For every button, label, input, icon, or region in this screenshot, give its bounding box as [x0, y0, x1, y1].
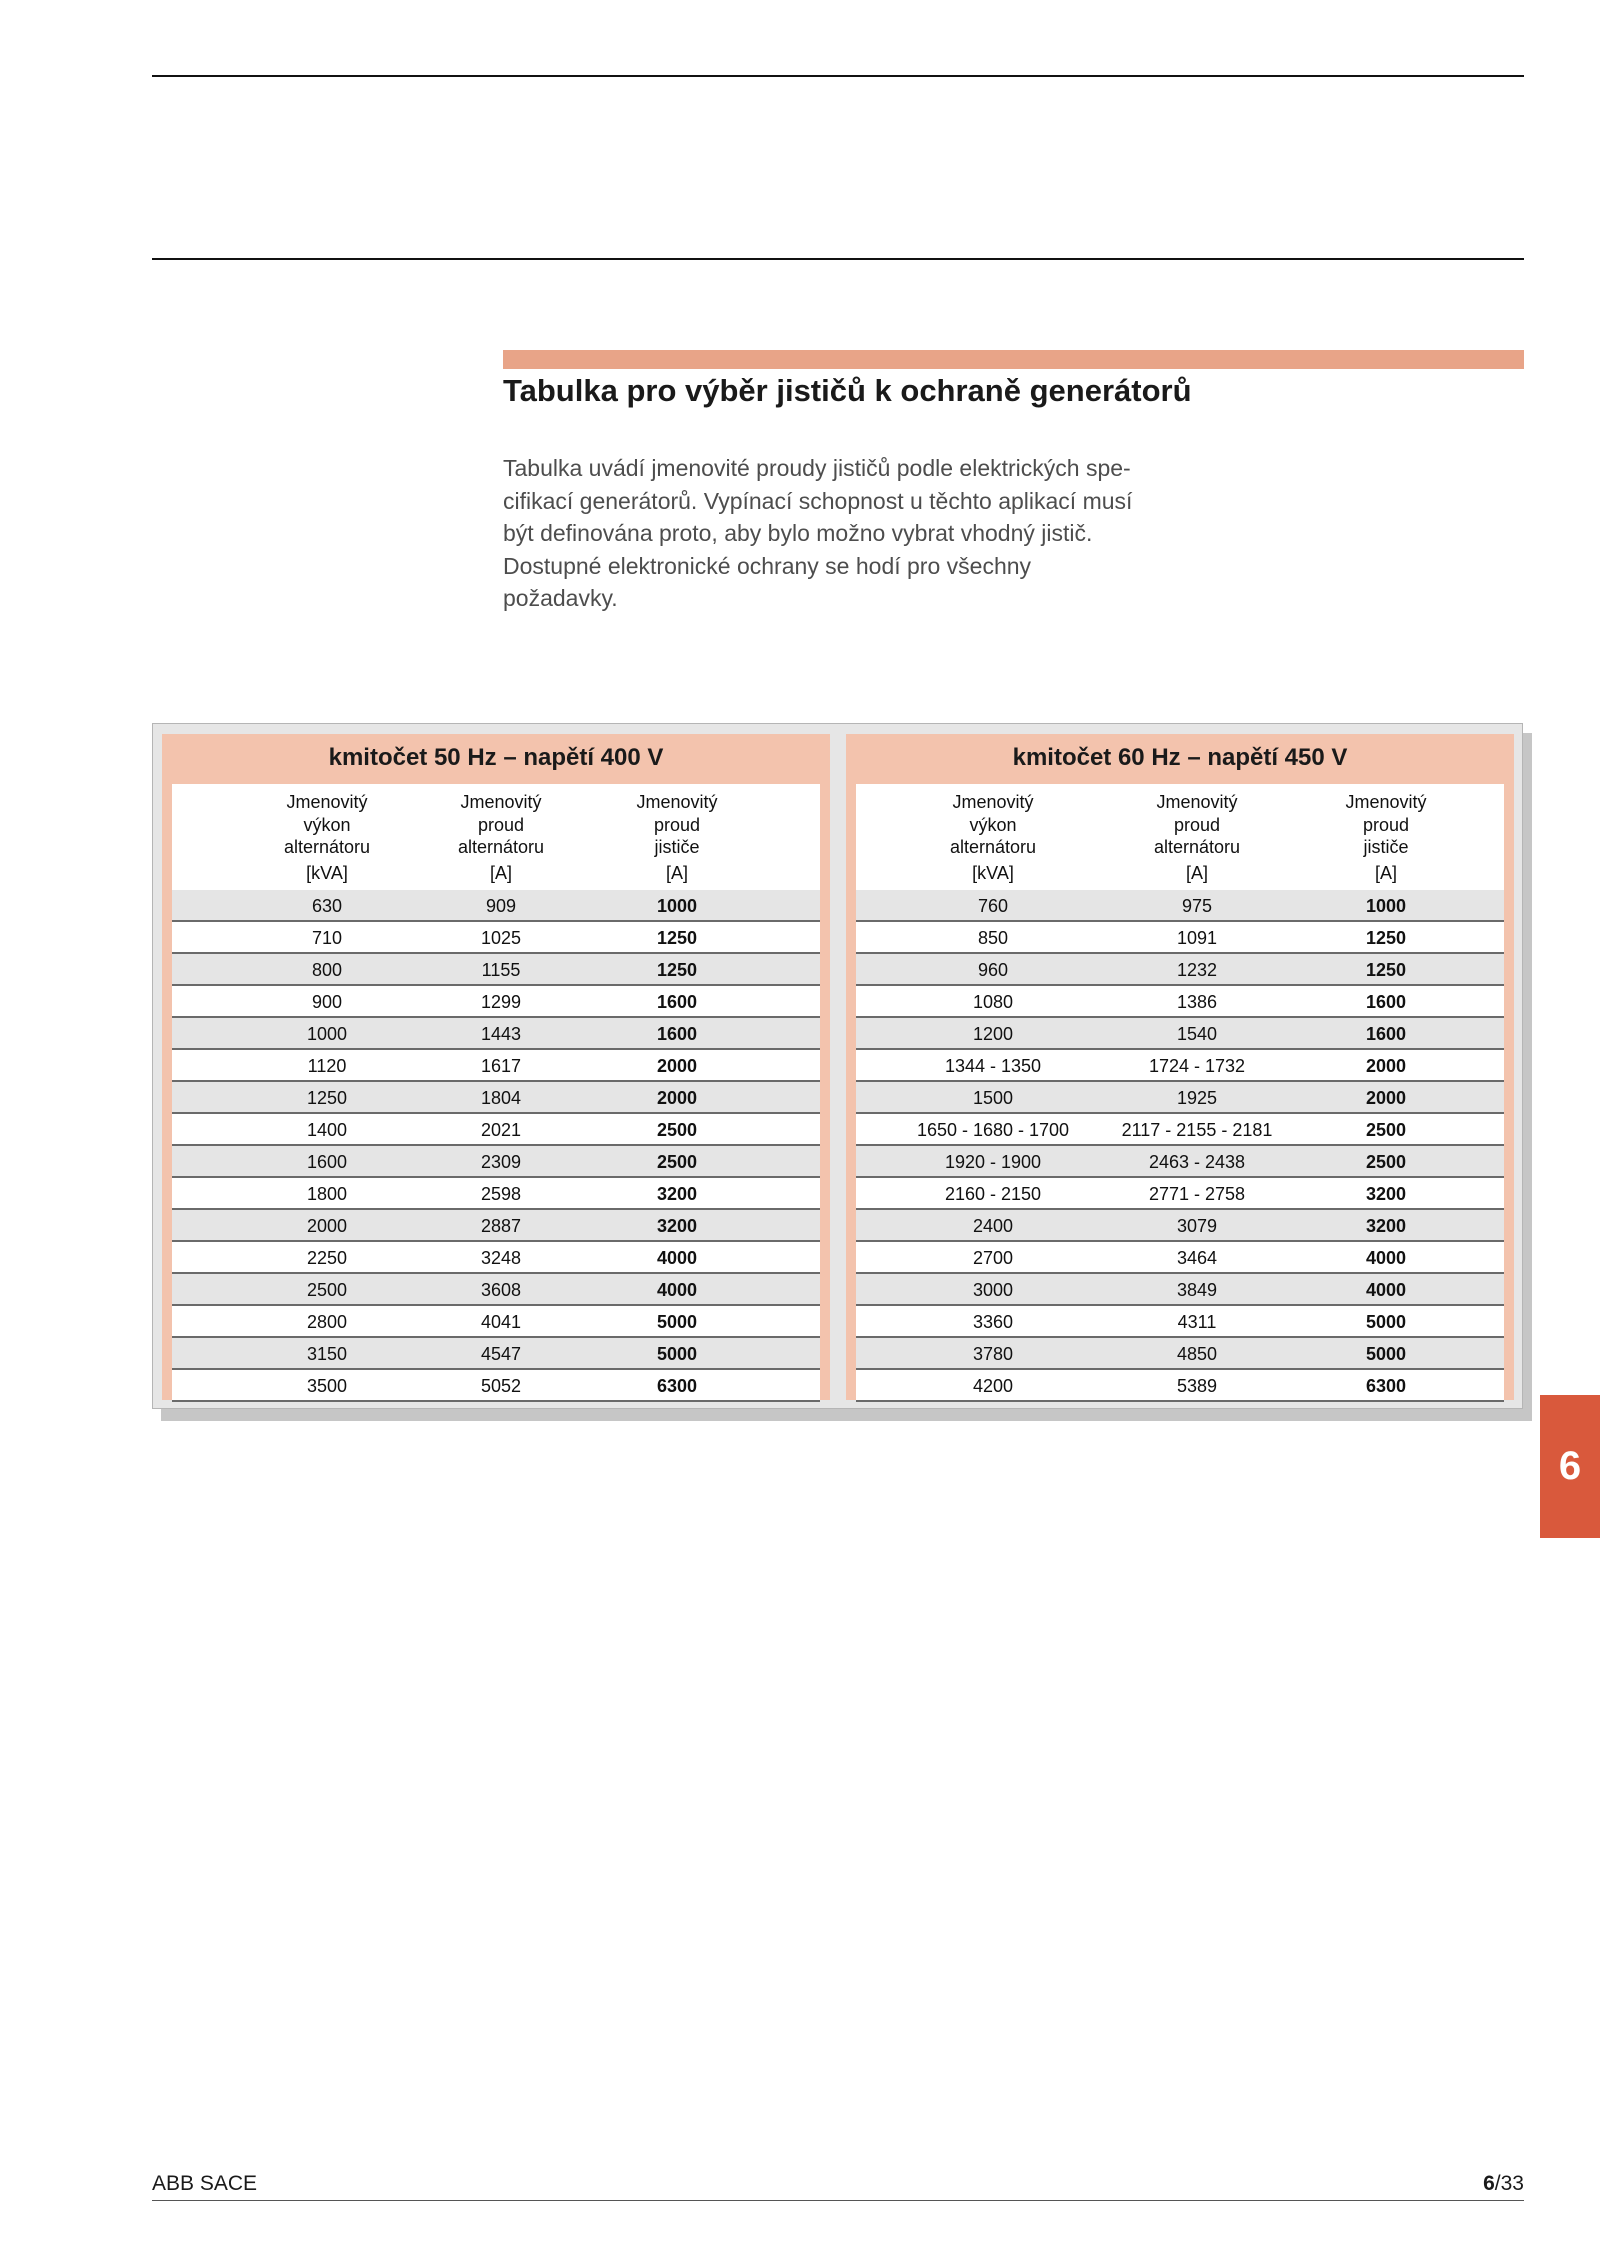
column-header [1112, 791, 1282, 884]
cell-power: 3000 [972, 1280, 1014, 1300]
table-row [172, 1178, 820, 1210]
cell-breaker-current: 2000 [656, 1056, 698, 1076]
cell-breaker-current: 6300 [1365, 1376, 1407, 1396]
cell-power: 1200 [972, 1024, 1014, 1044]
cell-power: 1800 [306, 1184, 348, 1204]
table-header-60hz [856, 784, 1504, 890]
cell-alternator-current: 3248 [480, 1248, 522, 1268]
cell-power: 800 [311, 960, 343, 980]
intro-paragraph [503, 452, 1203, 615]
cell-power: 2250 [306, 1248, 348, 1268]
footer-chapter: 6 [1483, 2172, 1495, 2195]
cell-breaker-current: 2000 [656, 1088, 698, 1108]
table-row [172, 1210, 820, 1242]
column-unit: [A] [1374, 862, 1397, 883]
cell-breaker-current: 4000 [1365, 1248, 1407, 1268]
table-row [856, 986, 1504, 1018]
cell-breaker-current: 5000 [1365, 1312, 1407, 1332]
cell-breaker-current: 1000 [1365, 896, 1407, 916]
cell-power: 3780 [972, 1344, 1014, 1364]
cell-alternator-current: 3849 [1176, 1280, 1218, 1300]
cell-power: 1600 [306, 1152, 348, 1172]
cell-breaker-current: 4000 [656, 1280, 698, 1300]
table-row [172, 1018, 820, 1050]
table-row [172, 890, 820, 922]
table-row [172, 1082, 820, 1114]
cell-alternator-current: 1025 [480, 928, 522, 948]
cell-alternator-current: 2887 [480, 1216, 522, 1236]
cell-alternator-current: 2309 [480, 1152, 522, 1172]
cell-breaker-current: 1600 [1365, 1024, 1407, 1044]
table-row [856, 954, 1504, 986]
chapter-tab: 6 [1540, 1395, 1600, 1538]
table-row [856, 1338, 1504, 1370]
table-row [172, 1242, 820, 1274]
cell-breaker-current: 4000 [656, 1248, 698, 1268]
cell-breaker-current: 3200 [656, 1216, 698, 1236]
cell-breaker-current: 1600 [656, 992, 698, 1012]
cell-breaker-current: 3200 [1365, 1184, 1407, 1204]
table-row [856, 1178, 1504, 1210]
cell-power: 4200 [972, 1376, 1014, 1396]
cell-breaker-current: 1600 [656, 1024, 698, 1044]
cell-alternator-current: 4041 [480, 1312, 522, 1332]
cell-power: 1500 [972, 1088, 1014, 1108]
column-header-label: proud [653, 814, 701, 835]
cell-alternator-current: 1804 [480, 1088, 522, 1108]
table-row [172, 954, 820, 986]
column-unit: [A] [665, 862, 688, 883]
column-header-label: proud [477, 814, 525, 835]
cell-power: 3500 [306, 1376, 348, 1396]
cell-power: 3360 [972, 1312, 1014, 1332]
column-header-label: Jmenovitý [460, 792, 542, 812]
cell-power: 2700 [972, 1248, 1014, 1268]
cell-breaker-current: 1250 [1365, 960, 1407, 980]
column-header-label: jističe [654, 837, 700, 857]
cell-breaker-current: 5000 [656, 1344, 698, 1364]
cell-power: 850 [977, 928, 1009, 948]
cell-alternator-current: 3079 [1176, 1216, 1218, 1236]
cell-alternator-current: 1155 [481, 960, 521, 980]
cell-power: 2400 [972, 1216, 1014, 1236]
section-accent-bar [503, 350, 1524, 369]
table-row [856, 1082, 1504, 1114]
cell-power: 1400 [306, 1120, 348, 1140]
column-header-label: Jmenovitý [636, 792, 718, 812]
column-header-label: Jmenovitý [1345, 792, 1427, 812]
table-body-50hz [172, 890, 820, 1402]
cell-alternator-current: 1299 [480, 992, 522, 1012]
table-row [856, 1050, 1504, 1082]
top-rule [152, 75, 1524, 77]
cell-breaker-current: 1250 [656, 928, 698, 948]
cell-breaker-current: 1250 [656, 960, 698, 980]
cell-power: 900 [311, 992, 343, 1012]
table-row [856, 1146, 1504, 1178]
cell-power: 3150 [306, 1344, 348, 1364]
column-unit: [kVA] [306, 862, 348, 883]
column-header-label: alternátoru [949, 837, 1037, 857]
table-row [856, 1210, 1504, 1242]
table-row [172, 922, 820, 954]
cell-breaker-current: 4000 [1365, 1280, 1407, 1300]
column-header [592, 791, 762, 884]
table-title-60hz: kmitočet 60 Hz – napětí 450 V [1012, 744, 1348, 771]
cell-breaker-current: 2500 [656, 1152, 698, 1172]
cell-power: 1120 [307, 1056, 347, 1076]
cell-alternator-current: 1617 [480, 1056, 522, 1076]
footer-company: ABB SACE [152, 2172, 258, 2195]
column-header-label: výkon [303, 814, 351, 835]
cell-power: 710 [311, 928, 343, 948]
cell-breaker-current: 1000 [656, 896, 698, 916]
cell-power: 1650 - 1680 - 1700 [916, 1120, 1070, 1140]
cell-power: 2160 - 2150 [944, 1184, 1042, 1204]
intro-line: Tabulka uvádí jmenovité proudy jističů podle elektrických spe- [503, 455, 1131, 481]
table-row [856, 1242, 1504, 1274]
cell-alternator-current: 975 [1181, 896, 1213, 916]
table-row [172, 1050, 820, 1082]
column-header-label: alternátoru [283, 837, 371, 857]
cell-alternator-current: 1091 [1176, 928, 1218, 948]
cell-alternator-current: 2598 [480, 1184, 522, 1204]
cell-breaker-current: 1250 [1365, 928, 1407, 948]
cell-breaker-current: 1600 [1365, 992, 1407, 1012]
cell-alternator-current: 2117 - 2155 - 2181 [1121, 1120, 1273, 1140]
cell-alternator-current: 2463 - 2438 [1148, 1152, 1246, 1172]
table-row [172, 1370, 820, 1402]
footer-rule [152, 2200, 1524, 2201]
column-header [416, 791, 586, 884]
cell-breaker-current: 6300 [656, 1376, 698, 1396]
table-row [172, 1306, 820, 1338]
column-unit: [A] [1185, 862, 1208, 883]
cell-alternator-current: 1386 [1176, 992, 1218, 1012]
cell-breaker-current: 2500 [1365, 1152, 1407, 1172]
table-row [172, 1146, 820, 1178]
cell-alternator-current: 2021 [480, 1120, 522, 1140]
table-row [856, 1306, 1504, 1338]
table-row [172, 1114, 820, 1146]
header-rule [152, 258, 1524, 260]
column-header [242, 791, 412, 884]
cell-breaker-current: 5000 [656, 1312, 698, 1332]
cell-breaker-current: 2500 [656, 1120, 698, 1140]
cell-alternator-current: 1540 [1176, 1024, 1218, 1044]
column-header-label: proud [1362, 814, 1410, 835]
table-row [856, 890, 1504, 922]
table-50hz [162, 734, 830, 1400]
cell-power: 2800 [306, 1312, 348, 1332]
intro-line: být definována proto, aby bylo možno vybrat vhodný jistič. [503, 520, 1093, 546]
cell-power: 2000 [306, 1216, 348, 1236]
cell-power: 1344 - 1350 [944, 1056, 1042, 1076]
table-row [172, 1338, 820, 1370]
intro-line: požadavky. [503, 585, 618, 611]
cell-breaker-current: 5000 [1365, 1344, 1407, 1364]
cell-alternator-current: 4850 [1176, 1344, 1218, 1364]
cell-alternator-current: 3608 [480, 1280, 522, 1300]
cell-alternator-current: 4311 [1177, 1312, 1217, 1332]
cell-power: 960 [977, 960, 1009, 980]
column-header-label: Jmenovitý [286, 792, 368, 812]
table-row [172, 986, 820, 1018]
cell-breaker-current: 3200 [656, 1184, 698, 1204]
cell-alternator-current: 2771 - 2758 [1148, 1184, 1246, 1204]
table-row [856, 922, 1504, 954]
column-header [1301, 791, 1471, 884]
footer-page: /33 [1494, 2172, 1524, 2195]
footer-page-number [1483, 2172, 1524, 2196]
column-header-label: Jmenovitý [952, 792, 1034, 812]
cell-alternator-current: 1724 - 1732 [1148, 1056, 1246, 1076]
cell-alternator-current: 5389 [1176, 1376, 1218, 1396]
cell-power: 2500 [306, 1280, 348, 1300]
column-unit: [kVA] [972, 862, 1014, 883]
cell-alternator-current: 4547 [480, 1344, 522, 1364]
cell-alternator-current: 909 [485, 896, 517, 916]
column-header-label: jističe [1363, 837, 1409, 857]
cell-alternator-current: 1443 [480, 1024, 522, 1044]
cell-alternator-current: 1925 [1176, 1088, 1218, 1108]
intro-line: cifikací generátorů. Vypínací schopnost u těchto aplikací musí [503, 487, 1133, 514]
table-title-50hz: kmitočet 50 Hz – napětí 400 V [328, 744, 664, 771]
column-header [908, 791, 1078, 884]
column-header-label: výkon [969, 814, 1017, 835]
table-row [856, 1018, 1504, 1050]
cell-alternator-current: 1232 [1176, 960, 1218, 980]
intro-line: Dostupné elektronické ochrany se hodí pro všechny [503, 552, 1032, 579]
column-header-label: proud [1173, 814, 1221, 835]
table-60hz [846, 734, 1514, 1400]
table-body-60hz [856, 890, 1504, 1402]
cell-power: 1000 [306, 1024, 348, 1044]
cell-power: 1080 [972, 992, 1014, 1012]
cell-breaker-current: 3200 [1365, 1216, 1407, 1236]
table-row [856, 1370, 1504, 1402]
table-header-50hz [172, 784, 820, 890]
cell-alternator-current: 3464 [1176, 1248, 1218, 1268]
column-header-label: alternátoru [1153, 837, 1241, 857]
cell-breaker-current: 2000 [1365, 1088, 1407, 1108]
table-row [856, 1274, 1504, 1306]
cell-alternator-current: 5052 [480, 1376, 522, 1396]
column-unit: [A] [489, 862, 512, 883]
cell-power: 760 [977, 896, 1009, 916]
cell-power: 630 [311, 896, 343, 916]
cell-breaker-current: 2000 [1365, 1056, 1407, 1076]
section-title: Tabulka pro výběr jističů k ochraně generátorů [503, 373, 1192, 408]
cell-power: 1920 - 1900 [944, 1152, 1042, 1172]
column-header-label: Jmenovitý [1156, 792, 1238, 812]
column-header-label: alternátoru [457, 837, 545, 857]
table-row [856, 1114, 1504, 1146]
table-row [172, 1274, 820, 1306]
cell-breaker-current: 2500 [1365, 1120, 1407, 1140]
cell-power: 1250 [306, 1088, 348, 1108]
